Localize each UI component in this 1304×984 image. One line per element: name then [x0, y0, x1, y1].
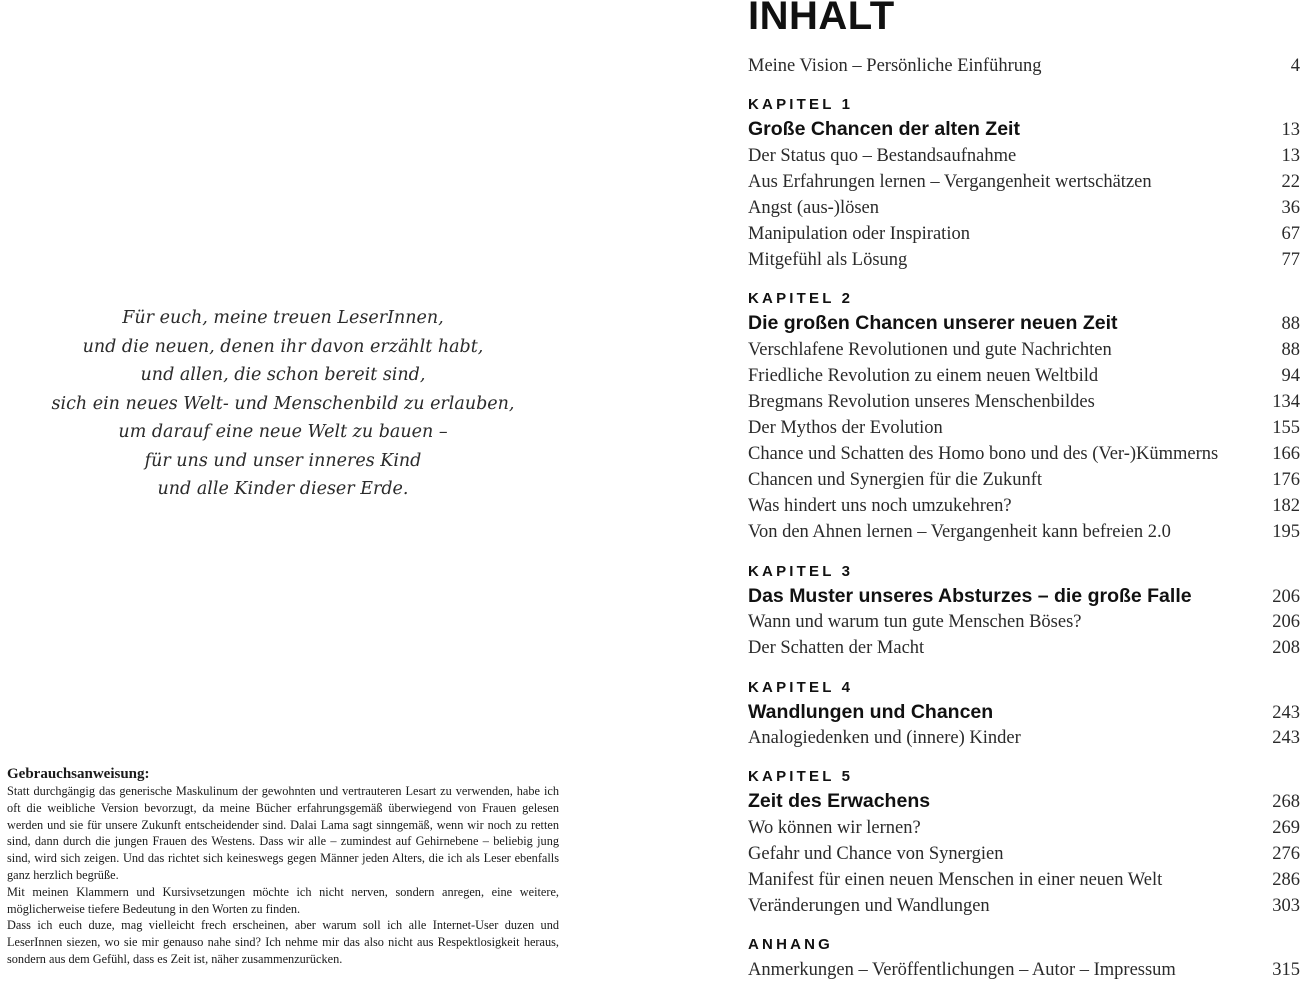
- toc-entry-page: 315: [1272, 960, 1300, 980]
- toc-entry-label: Manipulation oder Inspiration: [748, 224, 970, 244]
- toc-entry: [748, 198, 1300, 219]
- chapter-heading-page: 243: [1272, 703, 1300, 723]
- toc-entry-label: Aus Erfahrungen lernen – Vergangenheit wertschätzen: [748, 172, 1152, 192]
- chapter-heading-title: Zeit des Erwachens: [748, 790, 931, 812]
- toc-entry-page: 4: [1290, 56, 1300, 76]
- toc-entry-label: Veränderungen und Wandlungen: [748, 896, 990, 916]
- toc-entry-label: Wann und warum tun gute Menschen Böses?: [748, 612, 1082, 632]
- chapter-heading-title: Die großen Chancen unserer neuen Zeit: [748, 312, 1118, 334]
- toc-entry-page: 13: [1281, 146, 1300, 166]
- toc-entry: [748, 224, 1300, 245]
- table-of-contents: [748, 0, 1300, 984]
- toc-entry-label: Anmerkungen – Veröffentlichungen – Autor – Impressum: [748, 960, 1176, 980]
- toc-entry-label: Meine Vision – Persönliche Einführung: [748, 56, 1042, 76]
- chapter-heading-title: Wandlungen und Chancen: [748, 701, 994, 723]
- toc-entry-page: 243: [1272, 728, 1300, 748]
- chapter-heading: [748, 701, 1300, 724]
- chapter-heading-page: 13: [1281, 120, 1300, 140]
- toc-entry: [748, 250, 1300, 271]
- chapter-label: KAPITEL 5: [748, 768, 854, 785]
- toc-entry: [748, 470, 1300, 491]
- toc-entry: [748, 172, 1300, 193]
- appendix-label: ANHANG: [748, 936, 834, 953]
- chapter-heading: [748, 790, 1300, 813]
- instructions-title: Gebrauchsanweisung:: [7, 766, 150, 782]
- toc-title: INHALT: [748, 0, 895, 38]
- usage-instructions: [7, 765, 559, 968]
- toc-entry-label: Analogiedenken und (innere) Kinder: [748, 728, 1021, 748]
- dedication-line: für uns und unser inneres Kind: [144, 450, 422, 471]
- toc-entry-page: 206: [1272, 612, 1300, 632]
- toc-entry: [748, 896, 1300, 917]
- instructions-paragraph: Statt durchgängig das generische Maskulinum der gewohnten und vertrauteren Lesart zu verwenden, habe ich oft die weibliche Version bevorzugt, da meine Bücher erfahrungsgemäß überwiegend von Frauen gelesen werden und sie für unsere Zukunft entscheidender sind. Dalai Lama sagt sinngemäß, wenn wir noch zu retten sind, dann durch die jungen Frauen des Westens. Dass wir alle – zumindest auf Gehirnebene – beliebig jung sind, wird sich zeigen. Und das richtet sich keineswegs gegen Männer jeden Alters, die ich als Leser ebenfalls ganz herzlich begrüße.: [7, 784, 559, 882]
- toc-entry-page: 182: [1272, 496, 1300, 516]
- toc-entry: [748, 638, 1300, 659]
- toc-entry: [748, 418, 1300, 439]
- toc-entry-page: 276: [1272, 844, 1300, 864]
- toc-entry-page: 176: [1272, 470, 1300, 490]
- toc-entry-label: Chancen und Synergien für die Zukunft: [748, 470, 1043, 490]
- chapter-heading-page: 268: [1272, 792, 1300, 812]
- toc-entry-page: 286: [1272, 870, 1300, 890]
- toc-entry: [748, 340, 1300, 361]
- chapter-heading-page: 206: [1272, 587, 1300, 607]
- toc-entry-label: Angst (aus-)lösen: [748, 198, 880, 218]
- toc-entry-page: 134: [1272, 392, 1300, 412]
- toc-entry: [748, 728, 1300, 749]
- toc-entry: [748, 444, 1300, 465]
- toc-entry: [748, 392, 1300, 413]
- instructions-body: [7, 783, 559, 968]
- toc-entry-page: 195: [1272, 522, 1300, 542]
- toc-entry-page: 269: [1272, 818, 1300, 838]
- chapter-heading: [748, 585, 1300, 608]
- dedication-line: um darauf eine neue Welt zu bauen –: [118, 422, 448, 442]
- toc-entry-label: Manifest für einen neuen Menschen in einer neuen Welt: [748, 870, 1163, 890]
- toc-entry-label: Der Status quo – Bestandsaufnahme: [748, 146, 1017, 166]
- chapter-heading-page: 88: [1281, 314, 1300, 334]
- toc-entry-page: 303: [1272, 896, 1300, 916]
- toc-entry-page: 77: [1281, 250, 1300, 270]
- toc-entry-page: 36: [1281, 198, 1300, 218]
- chapter-label: KAPITEL 4: [748, 679, 854, 696]
- toc-entry-label: Der Schatten der Macht: [748, 638, 925, 658]
- toc-entry-page: 94: [1281, 366, 1300, 386]
- toc-entry: [748, 522, 1300, 543]
- toc-entry: [748, 366, 1300, 387]
- dedication-line: und alle Kinder dieser Erde.: [157, 479, 409, 499]
- toc-entry-page: 67: [1281, 224, 1300, 244]
- toc-entry: [748, 496, 1300, 517]
- toc-entry: [748, 844, 1300, 865]
- toc-entry: [748, 960, 1300, 981]
- dedication: [0, 304, 566, 504]
- toc-entry: [748, 870, 1300, 891]
- toc-entry-page: 208: [1272, 638, 1300, 658]
- toc-entry-label: Wo können wir lernen?: [748, 818, 921, 838]
- toc-entry-page: 88: [1281, 340, 1300, 360]
- toc-entry-intro: [748, 56, 1300, 77]
- chapter-heading: [748, 118, 1300, 141]
- chapter-label: KAPITEL 1: [748, 96, 854, 113]
- chapter-heading-title: Große Chancen der alten Zeit: [748, 118, 1020, 140]
- dedication-line: sich ein neues Welt- und Menschenbild zu erlauben,: [51, 393, 515, 414]
- toc-entry-page: 166: [1272, 444, 1300, 464]
- chapter-label: KAPITEL 3: [748, 563, 854, 580]
- instructions-paragraph: Mit meinen Klammern und Kursivsetzungen möchte ich nicht nerven, sondern anregen, eine weitere, möglicherweise tiefere Bedeutung in den Worten zu finden.: [7, 884, 559, 916]
- dedication-line: und die neuen, denen ihr davon erzählt habt,: [82, 336, 484, 357]
- toc-entry-page: 155: [1272, 418, 1300, 438]
- dedication-line: Für euch, meine treuen LeserInnen,: [122, 308, 444, 328]
- dedication-line: und allen, die schon bereit sind,: [140, 365, 426, 385]
- instructions-paragraph: Dass ich euch duze, mag vielleicht frech erscheinen, aber warum soll ich alle Internet-User duzen und LeserInnen siezen, wo sie mir genauso nahe sind? Ich nehme mir das also nicht aus Respektlosigkeit heraus, sondern aus dem Gefühl, dass es Zeit ist, näher zusammenzurücken.: [7, 918, 559, 966]
- toc-entry-label: Chance und Schatten des Homo bono und des (Ver-)Kümmerns: [748, 444, 1219, 464]
- toc-entry-label: Bregmans Revolution unseres Menschenbildes: [748, 392, 1095, 412]
- toc-entry-label: Was hindert uns noch umzukehren?: [748, 496, 1012, 516]
- chapter-heading-title: Das Muster unseres Absturzes – die große Falle: [748, 585, 1192, 607]
- left-page: [0, 0, 570, 984]
- toc-entry-label: Verschlafene Revolutionen und gute Nachrichten: [748, 340, 1112, 360]
- toc-entry-label: Gefahr und Chance von Synergien: [748, 844, 1004, 864]
- chapter-label: KAPITEL 2: [748, 290, 854, 307]
- chapter-heading: [748, 312, 1300, 335]
- toc-entry-page: 22: [1281, 172, 1300, 192]
- toc-entry: [748, 146, 1300, 167]
- toc-entry: [748, 818, 1300, 839]
- toc-entry: [748, 612, 1300, 633]
- toc-entry-label: Friedliche Revolution zu einem neuen Weltbild: [748, 366, 1099, 386]
- toc-entry-label: Von den Ahnen lernen – Vergangenheit kann befreien 2.0: [748, 522, 1171, 542]
- toc-entry-label: Der Mythos der Evolution: [748, 418, 943, 438]
- toc-entry-label: Mitgefühl als Lösung: [748, 250, 908, 270]
